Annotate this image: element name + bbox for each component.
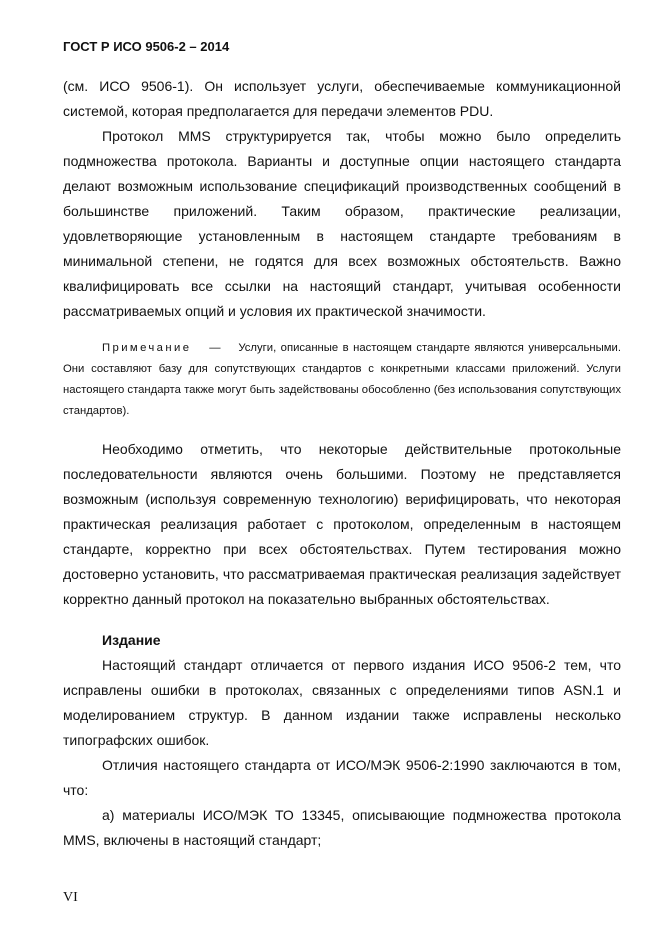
paragraph-protocol-sequences: Необходимо отметить, что некоторые действительные протокольные последовательности являются очень большими. Поэтому не представляется возможным (используя современную технологию) верифицировать, что некоторая практическая реализация работает с протоколом, определенным в настоящем стандарте, корректно при всех обстоятельствах. Путем тестирования можно достоверно установить, что рассматриваемая практическая реализация задействует корректно данный протокол на показательно выбранных обстоятельствах. [63, 441, 621, 607]
section-heading-edition: Издание [102, 632, 161, 648]
note-dash: — [209, 342, 221, 354]
document-body [63, 74, 621, 853]
paragraph-mms-structure: Протокол MMS структурируется так, чтобы можно было определить подмножества протокола. Варианты и доступные опции настоящего стандарта делают возможным использование спецификаций производственных сообщений в большинстве приложений. Таким образом, практические реализации, удовлетворяющие установленным в настоящем стандарте требованиям в минимальной степени, не годятся для всех возможных обстоятельств. Важно квалифицировать все ссылки на настоящий стандарт, учитывая особенности рассматриваемых опций и условия их практической значимости. [63, 128, 621, 319]
note-block [63, 338, 621, 422]
list-item-a: а) материалы ИСО/МЭК ТО 13345, описывающие подмножества протокола MMS, включены в настоящий стандарт; [63, 807, 621, 848]
note-label: Примечание [102, 342, 192, 354]
page-number: VI [63, 890, 78, 905]
paragraph-edition-differences: Настоящий стандарт отличается от первого издания ИСО 9506-2 тем, что исправлены ошибки в протоколах, связанных с определениями типов ASN.1 и моделированием структур. В данном издании также исправлены несколько типографских ошибок. [63, 657, 621, 748]
note-text: Услуги, описанные в настоящем стандарте являются универсальными. Они составляют базу для сопутствующих стандартов с конкретными классами приложений. Услуги настоящего стандарта также могут быть задействованы обособленно (без использования сопутствующих стандартов). [63, 342, 621, 417]
paragraph-differences-intro: Отличия настоящего стандарта от ИСО/МЭК 9506-2:1990 заключаются в том, что: [63, 757, 621, 798]
paragraph-continuation: (см. ИСО 9506-1). Он использует услуги, обеспечиваемые коммуникационной системой, которая предполагается для передачи элементов PDU. [63, 78, 621, 119]
document-header: ГОСТ Р ИСО 9506-2 – 2014 [63, 39, 230, 54]
